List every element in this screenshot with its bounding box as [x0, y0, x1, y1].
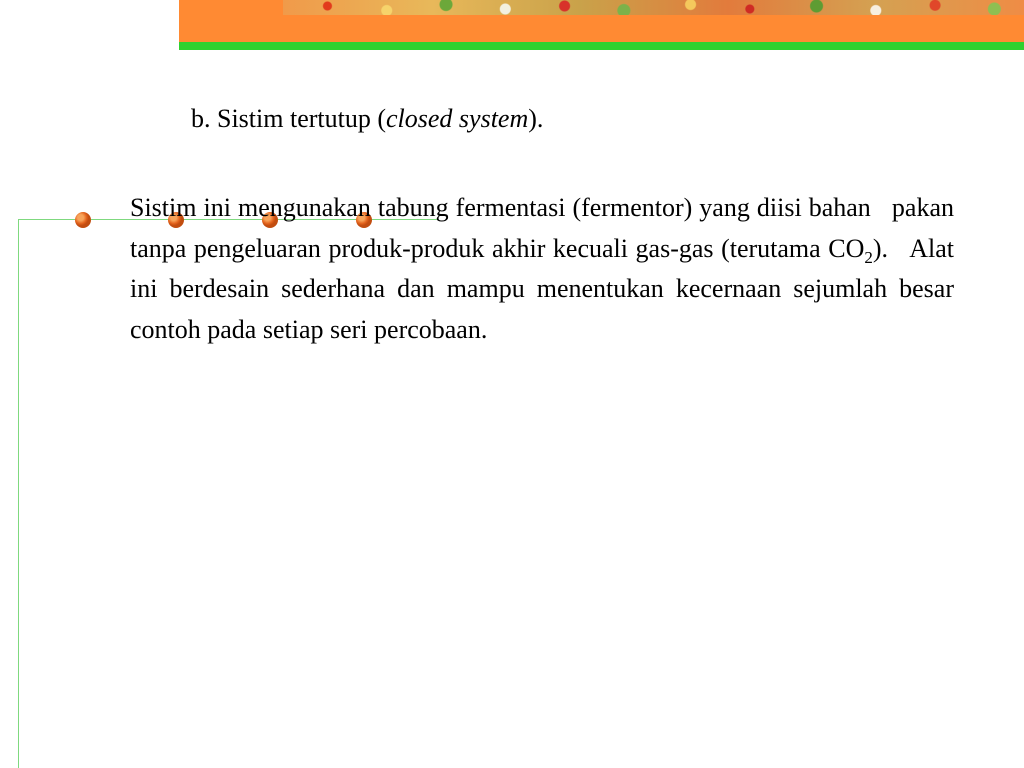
slide-heading: [191, 104, 543, 134]
floral-banner-image: [283, 0, 1024, 15]
decorative-vertical-line: [18, 220, 19, 768]
paragraph-text-part2: ). Alat ini berdesain sederhana dan mampu menentukan kecernaan sejumlah besar contoh pada setiap seri percobaan.: [130, 233, 954, 344]
bullet-dot-1: [75, 212, 91, 228]
body-paragraph: [130, 188, 954, 350]
heading-italic-term: closed system: [386, 104, 529, 133]
co2-subscript: 2: [864, 247, 873, 267]
heading-suffix: ).: [528, 104, 544, 133]
heading-prefix: b. Sistim tertutup (: [191, 104, 386, 133]
banner-green-stripe: [179, 42, 1024, 50]
paragraph-text-part1: Sistim ini mengunakan tabung fermentasi (fermentor) yang diisi bahan pakan tanpa pengeluaran produk-produk akhir kecuali gas-gas (terutama CO: [130, 193, 954, 263]
